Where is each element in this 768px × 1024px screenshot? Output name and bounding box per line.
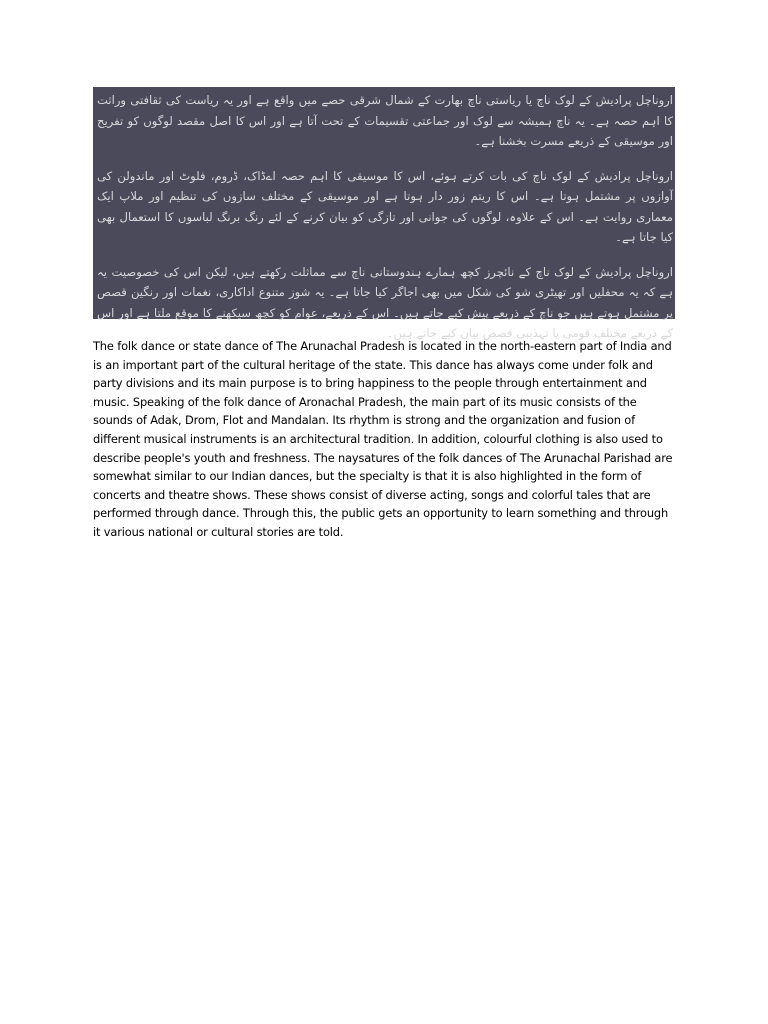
urdu-paragraph-1: اروناچل پرادیش کے لوک ناچ یا ریاستی ناچ بھارت کے شمال شرقی حصے میں واقع ہے اور یہ ریاست کی ثقافتی وراثت کا اہم حصہ ہے۔ یہ ناچ ہمیشہ سے لوک اور جماعتی تقسیمات کے تحت آتا ہے اور اس کا اصل مقصد لوگوں کو تفریح اور موسیقی کے ذریعے مسرت بخشنا ہے۔	[97, 93, 673, 148]
urdu-paragraph-3: اروناچل پرادیش کے لوک ناچ کے نائچرز کچھ ہمارے ہندوستانی ناچ سے مماثلت رکھتے ہیں، لیکن اس کی خصوصیت یہ ہے کہ یہ محفلیں اور تھیٹری شو کی شکل میں بھی اجاگر کیا جاتا ہے۔ یہ شوز متنوع اداکاری، نغمات اور رنگین قصص پر مشتمل ہوتے ہیں جو ناچ کے ذریعے پیش کیے جاتے ہیں۔ اس کے ذریعے، عوام کو کچھ سیکھنے کا موقع ملتا ہے اور اس کے ذریعے مختلف قومی یا تہذیبی قصص بیان کیے جاتے ہیں۔	[97, 264, 673, 340]
urdu-text-block	[93, 87, 675, 340]
english-paragraph: The folk dance or state dance of The Arunachal Pradesh is located in the north-eastern part of India and is an important part of the cultural heritage of the state. This dance has always come under folk and party divisions and its main purpose is to bring happiness to the people through entertainment and music. Speaking of the folk dance of Aronachal Pradesh, the main part of its music consists of the sounds of Adak, Drom, Flot and Mandalan. Its rhythm is strong and the organization and fusion of different musical instruments is an architectural tradition. In addition, colourful clothing is also used to describe people's youth and freshness. The naysatures of the folk dances of The Arunachal Parishad are somewhat similar to our Indian dances, but the specialty is that it is also highlighted in the form of concerts and theatre shows. These shows consist of diverse acting, songs and colorful tales that are performed through dance. Through this, the public gets an opportunity to learn something and through it various national or cultural stories are told.	[93, 339, 673, 539]
urdu-paragraph-2: اروناچل پرادیش کے لوک ناچ کی بات کرتے ہوئے، اس کا موسیقی کا اہم حصہ اےڈاک، ڈروم، فلوٹ اور ماندولن کی آوازوں پر مشتمل ہوتا ہے۔ اس کا ریتم زور دار ہوتا ہے اور موسیقی کے مختلف سازوں کی تنظیم اور ملاپ ایک معماری روایت ہے۔ اس کے علاوہ، لوگوں کی جوانی اور تازگی کو بیان کرنے کے لئے رنگ برنگ لباسوں کا استعمال بھی کیا جاتا ہے۔	[97, 168, 673, 244]
